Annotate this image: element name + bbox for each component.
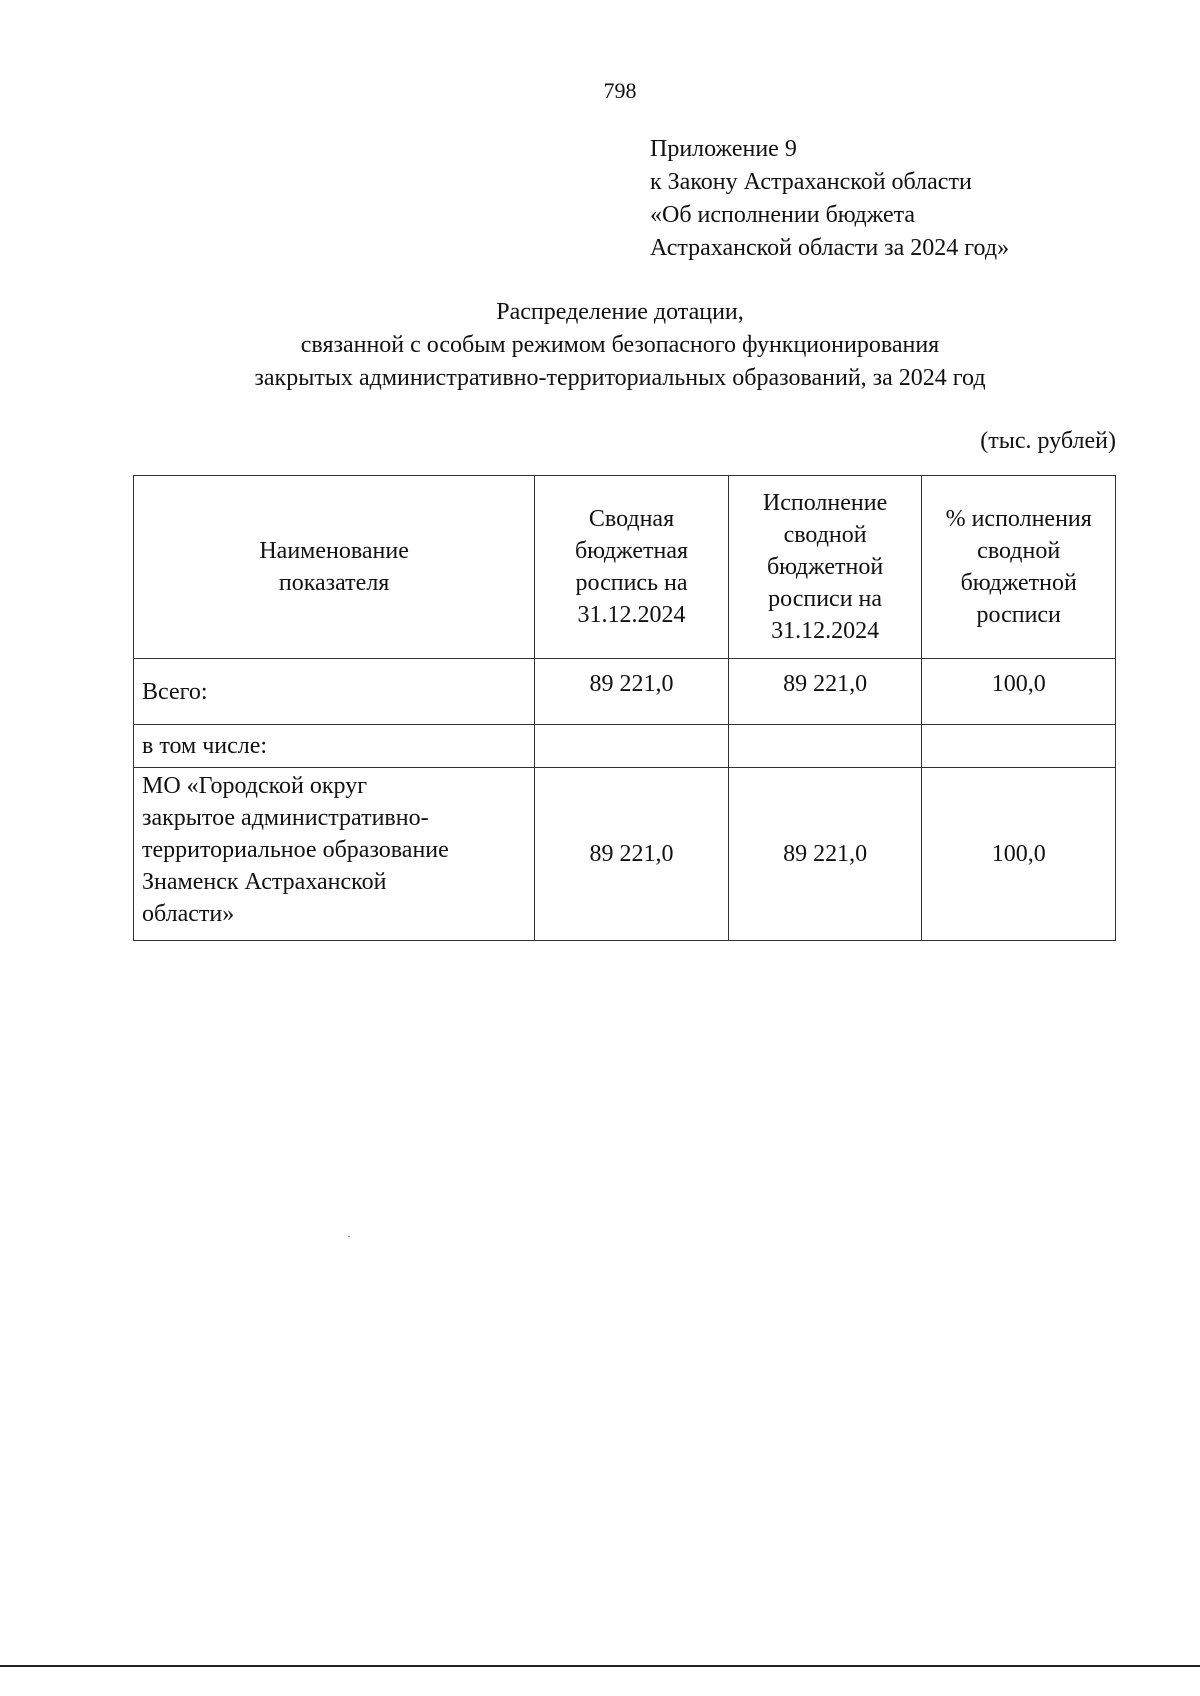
title-line: закрытых административно-территориальных образований, за 2024 год [254, 365, 986, 391]
distribution-table [133, 475, 1116, 941]
table-row-municipality [134, 768, 1116, 941]
appendix-line: Астраханской области за 2024 год» [650, 235, 1010, 261]
row-name [134, 768, 535, 941]
header-line: бюджетной [766, 554, 884, 580]
row-name-line: МО «Городской округ [142, 773, 368, 799]
row-name [134, 725, 535, 768]
appendix-line: «Об исполнении бюджета [650, 202, 916, 228]
row-name-line: Знаменск Астраханской [142, 869, 387, 895]
header-line: бюджетной [960, 570, 1077, 596]
row-name [134, 659, 535, 725]
header-name [134, 476, 535, 659]
table-row-including [134, 725, 1116, 768]
row-execution-value: 89 221,0 [728, 768, 922, 941]
row-name-line: закрытое административно- [142, 805, 429, 831]
table-header-row [134, 476, 1116, 659]
page-bottom-rule [0, 1665, 1200, 1667]
row-plan-value: 89 221,0 [535, 659, 729, 725]
header-line: росписи [976, 602, 1061, 628]
row-percent-value: 100,0 [922, 659, 1116, 725]
row-plan-value [535, 725, 729, 768]
header-line: Исполнение [762, 490, 888, 516]
header-line: роспись на [575, 570, 688, 596]
header-percent [922, 476, 1116, 659]
appendix-line: Приложение 9 [650, 136, 797, 162]
row-plan-value: 89 221,0 [535, 768, 729, 941]
header-plan [535, 476, 729, 659]
row-percent-value: 100,0 [922, 768, 1116, 941]
table-row-total [134, 659, 1116, 725]
header-line: % исполнения [945, 506, 1092, 532]
page-number: 798 [603, 78, 637, 103]
appendix-line: к Закону Астраханской области [650, 169, 972, 195]
row-percent-value [922, 725, 1116, 768]
row-name-line: в том числе: [142, 733, 268, 759]
title-line: Распределение дотации, [496, 299, 744, 325]
row-execution-value [728, 725, 922, 768]
document-title [0, 296, 1200, 395]
title-line: связанной с особым режимом безопасного функционирования [300, 332, 940, 358]
header-line: показателя [278, 570, 390, 596]
header-line: 31.12.2024 [577, 602, 686, 628]
header-line: 31.12.2024 [771, 618, 880, 644]
row-name-line: Всего: [142, 678, 208, 705]
header-line: Сводная [588, 506, 675, 532]
units-label: (тыс. рублей) [980, 428, 1116, 454]
header-line: Наименование [259, 538, 409, 564]
row-name-line: территориальное образование [142, 837, 449, 863]
header-line: сводной [783, 522, 867, 548]
appendix-block [650, 133, 1009, 265]
header-line: сводной [977, 538, 1061, 564]
header-execution [728, 476, 922, 659]
scan-speck [348, 1236, 350, 1237]
header-line: росписи на [768, 586, 883, 612]
row-name-line: области» [142, 901, 235, 927]
row-execution-value: 89 221,0 [728, 659, 922, 725]
header-line: бюджетная [574, 538, 689, 564]
